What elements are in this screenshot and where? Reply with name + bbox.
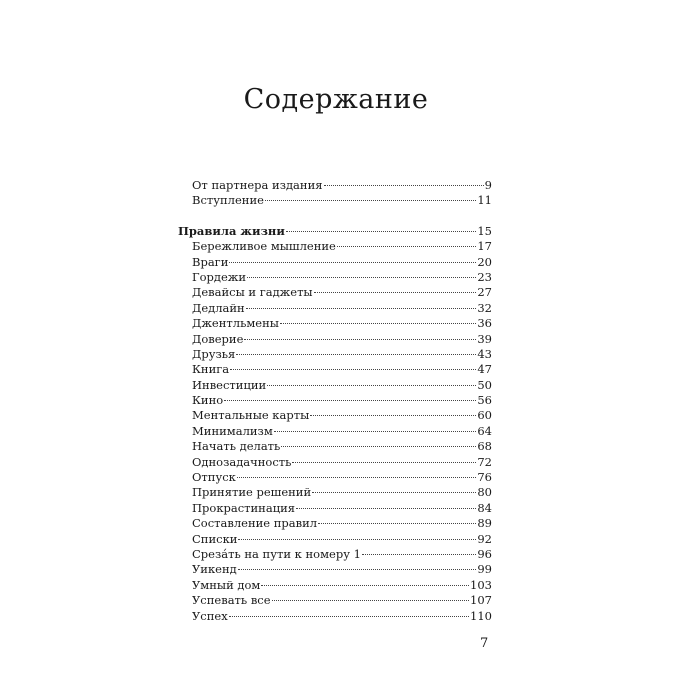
- dot-leader: [238, 539, 476, 540]
- dot-leader: [229, 262, 476, 263]
- toc-items: [178, 239, 492, 624]
- toc-entry-page: 39: [477, 331, 492, 346]
- toc-entry-page: 89: [477, 516, 492, 531]
- dot-leader: [237, 477, 477, 478]
- dot-leader: [274, 431, 477, 432]
- toc-entry-label: Дедлайн: [192, 300, 245, 315]
- toc-entry-page: 17: [477, 239, 492, 254]
- toc-entry: [178, 424, 492, 439]
- toc-entry-page: 92: [477, 531, 492, 546]
- toc-entry-label: Прокрастинация: [192, 500, 296, 515]
- dot-leader: [229, 616, 469, 617]
- toc-entry-page: 103: [470, 577, 492, 592]
- toc-entry-label: Доверие: [192, 331, 244, 346]
- toc-entry: [178, 562, 492, 577]
- toc-entry-label: Джентльмены: [192, 316, 279, 331]
- dot-leader: [244, 339, 476, 340]
- toc-entry-label: Списки: [192, 531, 238, 546]
- toc-entry-label: Кино: [192, 393, 224, 408]
- toc-entry-label: Вступление: [192, 193, 264, 208]
- toc-entry-page: 11: [477, 193, 492, 208]
- toc-entry: [178, 285, 492, 300]
- table-of-contents: [178, 178, 492, 624]
- toc-entry: [178, 301, 492, 316]
- toc-entry-label: Уикенд: [192, 562, 237, 577]
- dot-leader: [238, 569, 477, 570]
- toc-entry: [178, 609, 492, 624]
- dot-leader: [246, 308, 477, 309]
- toc-entry: [178, 239, 492, 254]
- toc-entry-page: 99: [477, 562, 492, 577]
- toc-entry-page: 80: [477, 485, 492, 500]
- toc-entry: [178, 408, 492, 423]
- toc-entry: [178, 178, 492, 193]
- page-title: Содержание: [243, 84, 429, 115]
- toc-entry-label: Успевать все: [192, 593, 271, 608]
- toc-entry-label: Девайсы и гаджеты: [192, 285, 313, 300]
- toc-entry-page: 23: [477, 269, 492, 284]
- dot-leader: [292, 462, 476, 463]
- toc-entry: [178, 193, 492, 208]
- toc-entry: [178, 332, 492, 347]
- toc-entry-label: Книга: [192, 362, 230, 377]
- spacer: [178, 209, 492, 224]
- toc-entry-label: Составление правил: [192, 516, 318, 531]
- toc-entry-page: 84: [477, 500, 492, 515]
- toc-entry-page: 9: [484, 178, 492, 192]
- toc-section-page: 15: [477, 223, 492, 238]
- toc-entry-label: Однозадачность: [192, 454, 292, 469]
- toc-entry: [178, 393, 492, 408]
- toc-entry-page: 68: [477, 439, 492, 454]
- dot-leader: [224, 400, 476, 401]
- toc-section-label: Правила жизни: [178, 223, 285, 238]
- toc-entry-page: 64: [477, 423, 492, 438]
- toc-entry: [178, 501, 492, 516]
- dot-leader: [318, 523, 476, 524]
- dot-leader: [280, 323, 476, 324]
- toc-entry-label: Враги: [192, 254, 229, 269]
- toc-entry-page: 107: [470, 593, 492, 608]
- toc-entry-label: Отпуск: [192, 470, 236, 485]
- toc-entry: [178, 255, 492, 270]
- dot-leader: [265, 200, 476, 201]
- toc-entry-page: 56: [477, 393, 492, 408]
- dot-leader: [324, 185, 484, 186]
- toc-entry-page: 50: [477, 377, 492, 392]
- toc-section-heading: [178, 224, 492, 239]
- dot-leader: [310, 415, 476, 416]
- toc-entry: [178, 593, 492, 608]
- toc-entry-label: Друзья: [192, 346, 236, 361]
- toc-entry: [178, 485, 492, 500]
- page-number: 7: [480, 636, 489, 651]
- toc-entry-label: Бережливое мышление: [192, 239, 336, 254]
- toc-entry: [178, 316, 492, 331]
- toc-entry-label: Срезáть на пути к номеру 1: [192, 546, 361, 561]
- dot-leader: [362, 554, 476, 555]
- toc-entry-page: 27: [477, 285, 492, 300]
- dot-leader: [314, 292, 477, 293]
- toc-entry-label: Успех: [192, 608, 228, 623]
- toc-entry-label: От партнера издания: [192, 178, 323, 192]
- toc-entry-label: Умный дом: [192, 577, 261, 592]
- dot-leader: [247, 277, 476, 278]
- toc-entry-label: Инвестиции: [192, 377, 267, 392]
- toc-entry-page: 76: [477, 470, 492, 485]
- toc-entry: [178, 455, 492, 470]
- toc-entry-page: 110: [470, 608, 492, 623]
- dot-leader: [230, 369, 476, 370]
- toc-entry-page: 96: [477, 546, 492, 561]
- toc-entry: [178, 547, 492, 562]
- dot-leader: [281, 446, 476, 447]
- toc-entry: [178, 378, 492, 393]
- dot-leader: [261, 585, 469, 586]
- toc-entry-page: 47: [477, 362, 492, 377]
- dot-leader: [236, 354, 476, 355]
- toc-entry-label: Принятие решений: [192, 485, 312, 500]
- toc-entry-page: 60: [477, 408, 492, 423]
- toc-entry-label: Гордежи: [192, 269, 247, 284]
- toc-entry-page: 72: [477, 454, 492, 469]
- toc-entry-page: 32: [477, 300, 492, 315]
- toc-entry: [178, 516, 492, 531]
- toc-entry: [178, 439, 492, 454]
- toc-entry-page: 20: [477, 254, 492, 269]
- toc-entry: [178, 270, 492, 285]
- toc-entry: [178, 362, 492, 377]
- dot-leader: [337, 246, 476, 247]
- toc-entry: [178, 470, 492, 485]
- toc-entry-label: Ментальные карты: [192, 408, 310, 423]
- dot-leader: [272, 600, 469, 601]
- dot-leader: [267, 385, 476, 386]
- dot-leader: [286, 231, 476, 232]
- toc-entry: [178, 578, 492, 593]
- toc-entry: [178, 347, 492, 362]
- toc-entry-page: 36: [477, 316, 492, 331]
- dot-leader: [312, 492, 476, 493]
- toc-entry-label: Начать делать: [192, 439, 281, 454]
- dot-leader: [296, 508, 476, 509]
- toc-entry-label: Минимализм: [192, 423, 273, 438]
- toc-entry: [178, 532, 492, 547]
- toc-entry-page: 43: [477, 346, 492, 361]
